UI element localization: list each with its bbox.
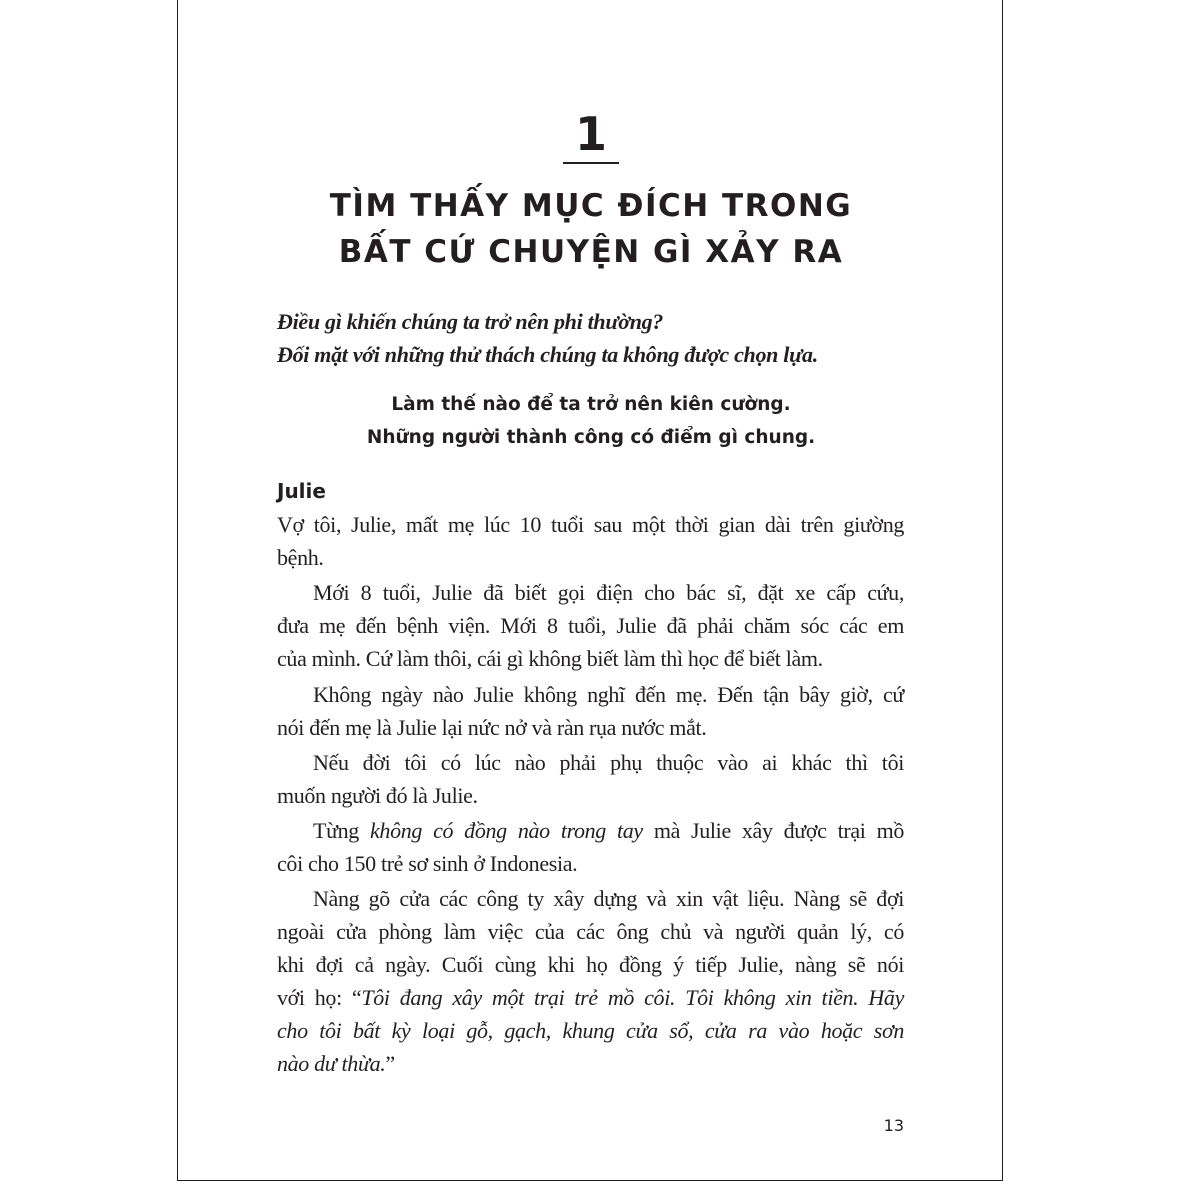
paragraph bbox=[277, 576, 904, 675]
paragraph bbox=[277, 508, 904, 574]
text-line bbox=[277, 882, 904, 915]
paragraph bbox=[277, 678, 904, 744]
epigraph bbox=[277, 305, 917, 371]
epigraph-line: Đối mặt với những thử thách chúng ta không được chọn lựa. bbox=[277, 342, 818, 367]
italic-text: không có đồng nào trong tay bbox=[370, 818, 643, 844]
text-segment: Nếu đời tôi có lúc nào phải phụ thuộc vào ai khác thì tôi bbox=[313, 749, 904, 775]
text-segment: khi đợi cả ngày. Cuối cùng khi họ đồng ý tiếp Julie, nàng sẽ nói bbox=[277, 952, 904, 978]
text-line bbox=[277, 779, 904, 812]
chapter-title-line: BẤT CỨ CHUYỆN GÌ XẢY RA bbox=[338, 234, 844, 270]
text-segment: của mình. Cứ làm thôi, cái gì không biết làm thì học để biết làm. bbox=[277, 646, 823, 672]
text-line bbox=[277, 508, 904, 541]
paragraph bbox=[277, 882, 904, 1080]
text-segment: bệnh. bbox=[277, 545, 324, 570]
text-segment: Mới 8 tuổi, Julie đã biết gọi điện cho bác sĩ, đặt xe cấp cứu, bbox=[313, 580, 904, 606]
chapter-subtitle bbox=[0, 388, 1182, 454]
text-line bbox=[277, 1014, 904, 1047]
text-line bbox=[277, 814, 904, 847]
body-text bbox=[277, 508, 904, 1083]
text-line bbox=[277, 711, 904, 744]
subtitle-line: Làm thế nào để ta trở nên kiên cường. bbox=[391, 394, 791, 415]
chapter-title-line: TÌM THẤY MỤC ĐÍCH TRONG bbox=[329, 188, 853, 224]
text-segment: ” bbox=[385, 1051, 395, 1077]
section-heading: Julie bbox=[277, 479, 326, 503]
text-segment: với họ: “ bbox=[277, 985, 362, 1011]
text-segment: ngoài cửa phòng làm việc của các ông chủ và người quản lý, có bbox=[277, 919, 904, 945]
chapter-title bbox=[0, 183, 1182, 275]
epigraph-line: Điều gì khiến chúng ta trở nên phi thường? bbox=[277, 309, 664, 334]
text-segment: mà Julie xây được trại mồ bbox=[642, 818, 904, 844]
paragraph bbox=[277, 746, 904, 812]
text-segment: Nàng gõ cửa các công ty xây dựng và xin vật liệu. Nàng sẽ đợi bbox=[313, 886, 904, 912]
text-line bbox=[277, 981, 904, 1014]
text-line bbox=[277, 915, 904, 948]
page-number: 13 bbox=[883, 1116, 904, 1135]
text-line bbox=[277, 948, 904, 981]
text-segment: đưa mẹ đến bệnh viện. Mới 8 tuổi, Julie đã phải chăm sóc các em bbox=[277, 613, 904, 639]
text-segment: muốn người đó là Julie. bbox=[277, 782, 478, 808]
text-segment: côi cho 150 trẻ sơ sinh ở Indonesia. bbox=[277, 851, 578, 877]
italic-text: Tôi đang xây một trại trẻ mồ côi. Tôi không xin tiền. Hãy bbox=[361, 985, 904, 1011]
chapter-number: 1 bbox=[574, 107, 607, 161]
text-segment: Từng bbox=[313, 818, 371, 844]
text-segment: Không ngày nào Julie không nghĩ đến mẹ. Đến tận bây giờ, cứ bbox=[313, 681, 904, 707]
text-line bbox=[277, 609, 904, 642]
text-line bbox=[277, 642, 904, 675]
text-segment: Vợ tôi, Julie, mất mẹ lúc 10 tuổi sau một thời gian dài trên giường bbox=[277, 512, 904, 537]
text-line bbox=[277, 847, 904, 880]
text-line bbox=[277, 541, 904, 574]
text-segment: nói đến mẹ là Julie lại nức nở và ràn rụa nước mắt. bbox=[277, 714, 707, 740]
text-line bbox=[277, 576, 904, 609]
text-line bbox=[277, 1047, 904, 1080]
text-line bbox=[277, 678, 904, 711]
text-line bbox=[277, 746, 904, 779]
paragraph bbox=[277, 814, 904, 880]
italic-text: cho tôi bất kỳ loại gỗ, gạch, khung cửa sổ, cửa ra vào hoặc sơn bbox=[277, 1018, 904, 1044]
italic-text: nào dư thừa. bbox=[277, 1051, 386, 1077]
subtitle-line: Những người thành công có điểm gì chung. bbox=[366, 427, 816, 448]
chapter-divider bbox=[563, 162, 619, 164]
